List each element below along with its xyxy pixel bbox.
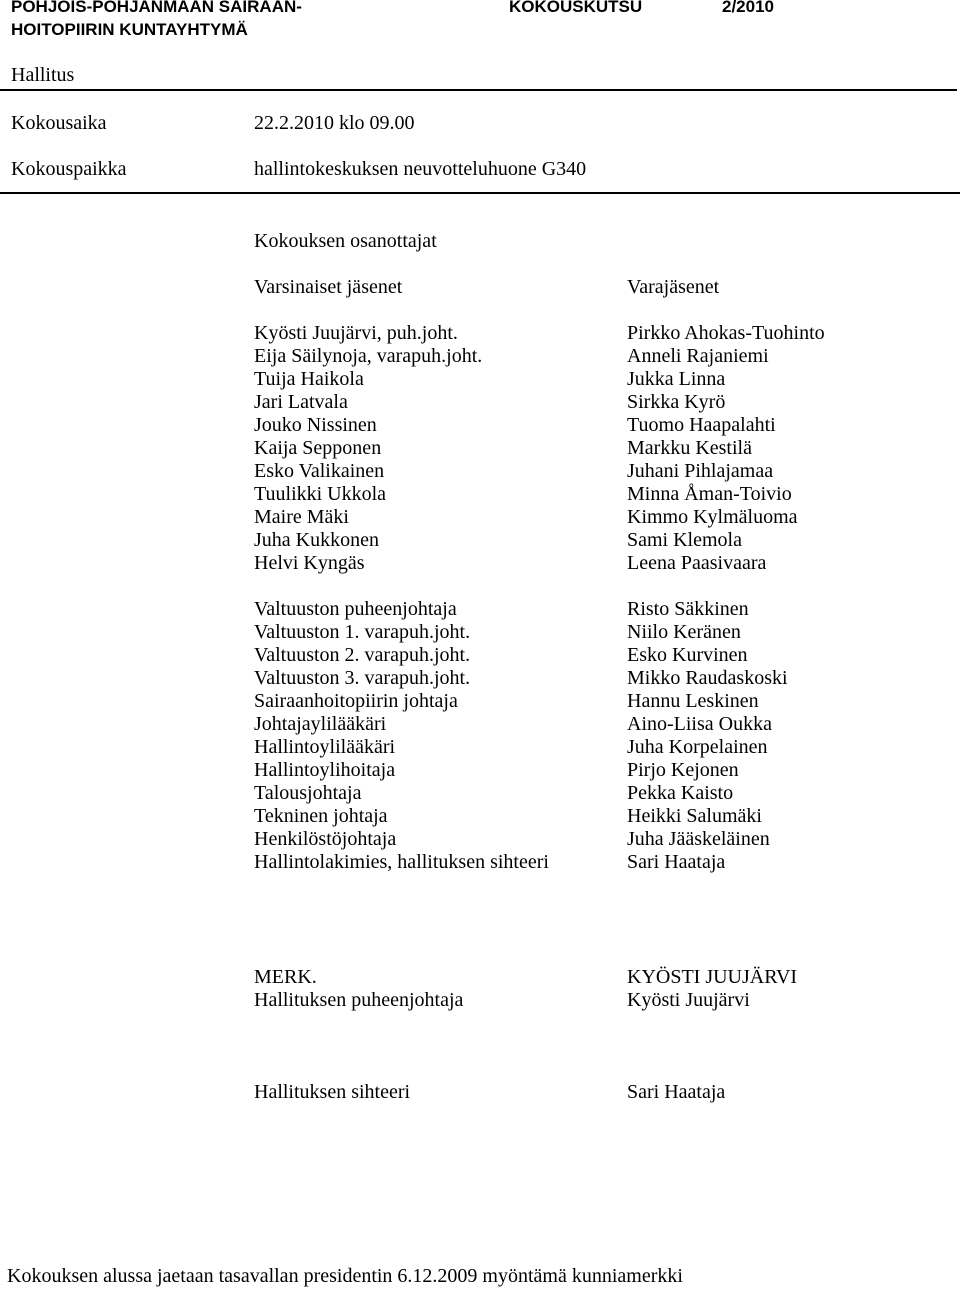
deputies-list [627, 322, 825, 575]
list-item: Juha Kukkonen [254, 529, 379, 551]
secretary-title: Hallituksen sihteeri [254, 1081, 411, 1103]
list-item: Sirkka Kyrö [627, 391, 726, 413]
secretary-name: Sari Haataja [627, 1081, 726, 1103]
list-item: Niilo Keränen [627, 621, 741, 643]
merk-label: MERK. [254, 966, 317, 988]
list-item: Tuulikki Ukkola [254, 483, 387, 505]
meeting-time-value: 22.2.2010 klo 09.00 [254, 112, 415, 134]
list-item: Kyösti Juujärvi, puh.joht. [254, 322, 458, 344]
list-item: Valtuuston puheenjohtaja [254, 598, 457, 620]
list-item: Risto Säkkinen [627, 598, 749, 620]
members-list [254, 322, 482, 575]
list-item: Pirkko Ahokas-Tuohinto [627, 322, 825, 344]
chair-name: Kyösti Juujärvi [627, 989, 750, 1011]
body-title: Hallitus [11, 64, 75, 86]
list-item: Kaija Sepponen [254, 437, 382, 459]
list-item: Minna Åman-Toivio [627, 483, 792, 505]
list-item: Juhani Pihlajamaa [627, 460, 774, 482]
chair-name-caps: KYÖSTI JUUJÄRVI [627, 966, 798, 988]
list-item: Esko Valikainen [254, 460, 385, 482]
list-item: Valtuuston 1. varapuh.joht. [254, 621, 471, 643]
participants-heading: Kokouksen osanottajat [254, 230, 437, 252]
list-item: Hallintolakimies, hallituksen sihteeri [254, 851, 549, 873]
list-item: Jukka Linna [627, 368, 726, 390]
list-item: Valtuuston 2. varapuh.joht. [254, 644, 471, 666]
document-type: KOKOUSKUTSU [509, 0, 643, 16]
role-titles-list [254, 598, 549, 874]
list-item: Tuomo Haapalahti [627, 414, 776, 436]
list-item: Tuija Haikola [254, 368, 364, 390]
meeting-place-label: Kokouspaikka [11, 158, 127, 180]
list-item: Markku Kestilä [627, 437, 752, 459]
list-item: Sami Klemola [627, 529, 742, 551]
list-item: Tekninen johtaja [254, 805, 388, 827]
meeting-divider [0, 192, 960, 194]
meeting-time-label: Kokousaika [11, 112, 107, 134]
list-item: Eija Säilynoja, varapuh.joht. [254, 345, 483, 367]
list-item: Aino-Liisa Oukka [627, 713, 772, 735]
header-divider [0, 89, 957, 91]
organization-name-line1: POHJOIS-POHJANMAAN SAIRAAN- [11, 0, 302, 16]
list-item: Jari Latvala [254, 391, 348, 413]
list-item: Jouko Nissinen [254, 414, 377, 436]
document-number: 2/2010 [722, 0, 774, 16]
chair-title: Hallituksen puheenjohtaja [254, 989, 464, 1011]
list-item: Heikki Salumäki [627, 805, 762, 827]
members-heading: Varsinaiset jäsenet [254, 276, 403, 298]
list-item: Sari Haataja [627, 851, 726, 873]
list-item: Hallintoylilääkäri [254, 736, 396, 758]
list-item: Helvi Kyngäs [254, 552, 365, 574]
list-item: Anneli Rajaniemi [627, 345, 769, 367]
list-item: Maire Mäki [254, 506, 349, 528]
list-item: Leena Paasivaara [627, 552, 767, 574]
list-item: Valtuuston 3. varapuh.joht. [254, 667, 471, 689]
list-item: Hallintoylihoitaja [254, 759, 396, 781]
list-item: Henkilöstöjohtaja [254, 828, 397, 850]
list-item: Pirjo Kejonen [627, 759, 739, 781]
organization-name-line2: HOITOPIIRIN KUNTAYHTYMÄ [11, 20, 248, 39]
list-item: Mikko Raudaskoski [627, 667, 788, 689]
list-item: Kimmo Kylmäluoma [627, 506, 798, 528]
list-item: Juha Korpelainen [627, 736, 768, 758]
meeting-place-value: hallintokeskuksen neuvotteluhuone G340 [254, 158, 587, 180]
list-item: Juha Jääskeläinen [627, 828, 770, 850]
deputies-heading: Varajäsenet [627, 276, 720, 298]
list-item: Sairaanhoitopiirin johtaja [254, 690, 458, 712]
list-item: Esko Kurvinen [627, 644, 748, 666]
list-item: Johtajaylilääkäri [254, 713, 387, 735]
list-item: Pekka Kaisto [627, 782, 734, 804]
role-names-list [627, 598, 788, 874]
list-item: Talousjohtaja [254, 782, 362, 804]
footer-note: Kokouksen alussa jaetaan tasavallan presidentin 6.12.2009 myöntämä kunniamerkki [7, 1265, 683, 1287]
list-item: Hannu Leskinen [627, 690, 759, 712]
